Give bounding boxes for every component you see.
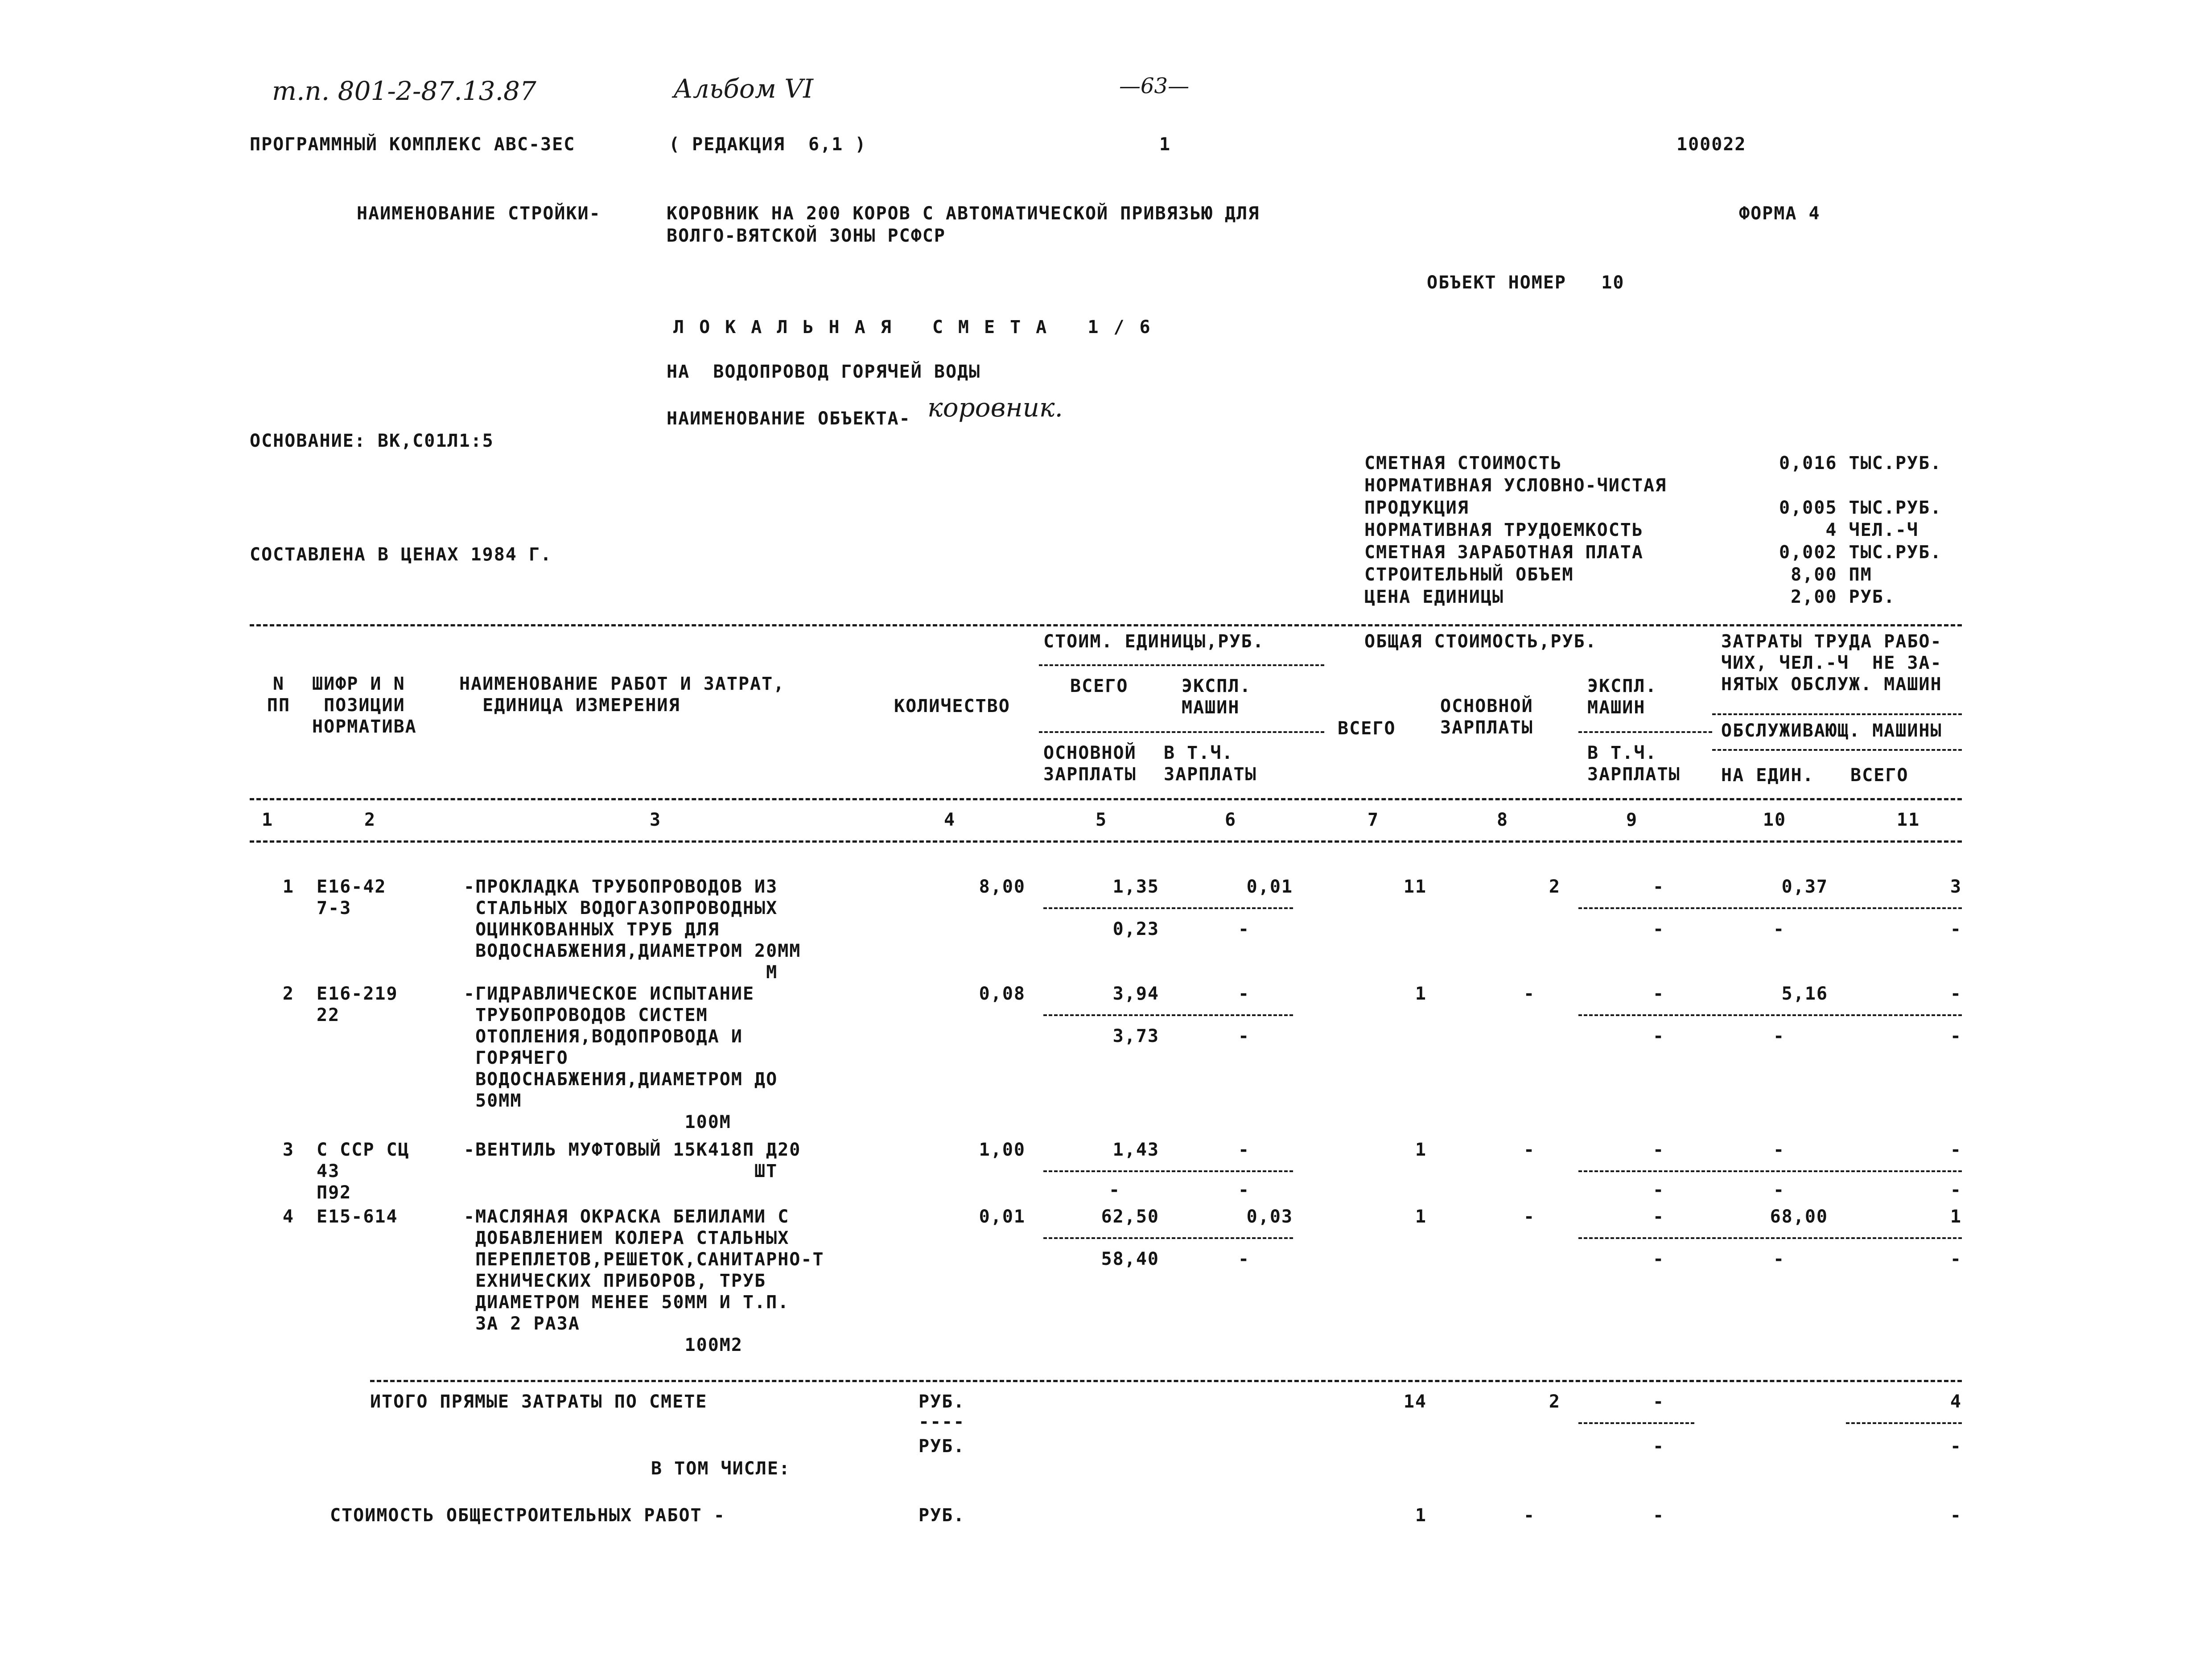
row-divider [1578,1237,1962,1239]
row-total-incl: - [1652,1026,1665,1046]
total-all-header: ВСЕГО [1338,718,1396,739]
row-svc-all: - [1950,1249,1962,1269]
direct-labor-all: 4 [1950,1391,1962,1412]
col-number: 3 [649,810,662,830]
row-svc-all: - [1950,1180,1962,1200]
price-basis: СОСТАВЛЕНА В ЦЕНАХ 1984 Г. [250,544,552,565]
object-name-handwritten: коровник. [927,392,1063,423]
summary-value: 0,005 ТЫС.РУБ. [1779,498,1942,518]
summary-label: СТРОИТЕЛЬНЫЙ ОБЪЕМ [1364,564,1574,585]
row-code: С ССР СЦ 43 П92 [317,1140,410,1203]
row-total-mach: - [1652,1206,1665,1227]
total-incl-header: В Т.Ч. ЗАРПЛАТЫ [1587,743,1681,785]
row-code: E15-614 [317,1206,398,1227]
row-labor-all: - [1950,984,1962,1004]
row-code: E16-42 7-3 [317,877,387,918]
col-number: 9 [1626,810,1638,830]
row-svc-unit: - [1773,919,1785,939]
row-divider [1578,1170,1962,1172]
col-n-header: N ПП [267,674,291,716]
col-number: 5 [1095,810,1108,830]
unit-cost-header: СТОИМ. ЕДИНИЦЫ,РУБ. [1043,631,1265,652]
header-sub-rule [1039,731,1324,733]
construction-name-2: ВОЛГО-ВЯТСКОЙ ЗОНЫ РСФСР [667,226,946,246]
rub-dash: ---- [919,1412,965,1432]
row-unit-wage: 3,73 [1112,1026,1159,1046]
direct-total: 14 [1403,1391,1427,1412]
row-labor-unit: - [1773,1140,1785,1160]
row-n: 1 [282,877,294,897]
col-number: 4 [943,810,956,830]
row-labor-unit: 0,37 [1781,877,1828,897]
summary-value: 0,002 ТЫС.РУБ. [1779,542,1942,563]
row-n: 2 [282,984,294,1004]
row-qty: 0,08 [979,984,1026,1004]
row-labor-unit: 5,16 [1781,984,1828,1004]
rub2-labor-all: - [1950,1436,1962,1457]
total-cost-header: ОБЩАЯ СТОИМОСТЬ,РУБ. [1364,631,1597,652]
summary-label: ПРОДУКЦИЯ [1364,498,1469,518]
row-total-wage: - [1523,1140,1536,1160]
header-sub-rule [1039,664,1324,666]
totals-top-rule [370,1380,1962,1382]
row-name: -МАСЛЯНАЯ ОКРАСКА БЕЛИЛАМИ С ДОБАВЛЕНИЕМ КОЛЕРА СТАЛЬНЫХ ПЕРЕПЛЕТОВ,РЕШЕТОК,САНИТАРНО-Т ЕХНИЧЕСКИХ ПРИБОРОВ, ТРУБ ДИАМЕТРОМ МЕНЕЕ 50ММ И Т.П. ЗА 2 РАЗА 100М2 [464,1206,824,1355]
row-unit-wage: 0,23 [1112,919,1159,939]
general-works-label: СТОИМОСТЬ ОБЩЕСТРОИТЕЛЬНЫХ РАБОТ - [330,1505,725,1526]
row-qty: 8,00 [979,877,1026,897]
general-mach: - [1652,1505,1665,1526]
row-total-wage: - [1523,1206,1536,1227]
header-sub-rule [1712,749,1962,751]
row-divider [1043,1237,1293,1239]
row-qty: 1,00 [979,1140,1026,1160]
edition: ( РЕДАКЦИЯ 6,1 ) [669,134,867,155]
row-total-wage: 2 [1549,877,1561,897]
row-n: 4 [282,1206,294,1227]
row-unit-wage: 58,40 [1101,1249,1159,1269]
col-number: 11 [1896,810,1920,830]
general-wage: - [1523,1505,1536,1526]
numbers-bottom-rule [250,840,1962,843]
unit-mach-header: ЭКСПЛ. МАШИН [1182,676,1252,718]
row-unit-incl: - [1238,1249,1250,1269]
summary-value: 8,00 ПМ [1779,564,1872,585]
general-total: 1 [1415,1505,1427,1526]
summary-label: НОРМАТИВНАЯ ТРУДОЕМКОСТЬ [1364,520,1644,540]
row-total-incl: - [1652,1249,1665,1269]
row-divider [1043,1014,1293,1016]
col-number: 8 [1496,810,1509,830]
row-total-mach: - [1652,984,1665,1004]
row-total-mach: - [1652,877,1665,897]
row-labor-unit: 68,00 [1770,1206,1828,1227]
labor-service-header: ОБСЛУЖИВАЮЩ. МАШИНЫ [1721,720,1942,741]
row-total-incl: - [1652,1180,1665,1200]
doc-code: 100022 [1677,134,1747,155]
sheet-number: 1 [1159,134,1171,155]
summary-label: ЦЕНА ЕДИНИЦЫ [1364,587,1504,607]
album-handwritten: Альбом VI [673,74,814,104]
direct-mach: - [1652,1391,1665,1412]
labor-header: ЗАТРАТЫ ТРУДА РАБО- ЧИХ, ЧЕЛ.-Ч НЕ ЗА- НЯТЫХ ОБСЛУЖ. МАШИН [1721,631,1942,695]
row-unit-total: 1,43 [1112,1140,1159,1160]
row-total: 1 [1415,1140,1427,1160]
header-bottom-rule [250,798,1962,800]
construction-label: НАИМЕНОВАНИЕ СТРОЙКИ- [357,203,601,224]
totals-divider [1578,1422,1694,1424]
summary-value: 4 ЧЕЛ.-Ч [1779,520,1919,540]
row-svc-unit: - [1773,1249,1785,1269]
estimate-subject: НА ВОДОПРОВОД ГОРЯЧЕЙ ВОДЫ [667,362,981,382]
row-name: -ПРОКЛАДКА ТРУБОПРОВОДОВ ИЗ СТАЛЬНЫХ ВОДОГАЗОПРОВОДНЫХ ОЦИНКОВАННЫХ ТРУБ ДЛЯ ВОДОСНАБЖЕНИЯ,ДИАМЕТРОМ 20ММ М [464,877,801,983]
row-total: 1 [1415,984,1427,1004]
rub-unit: РУБ. [919,1391,965,1412]
row-unit-mach: - [1238,984,1250,1004]
col-number: 7 [1367,810,1380,830]
row-total-incl: - [1652,919,1665,939]
object-label: НАИМЕНОВАНИЕ ОБЪЕКТА- [667,408,911,429]
rub-unit: РУБ. [919,1505,965,1526]
col-name-header: НАИМЕНОВАНИЕ РАБОТ И ЗАТРАТ, ЕДИНИЦА ИЗМЕРЕНИЯ [459,674,785,716]
col-number: 6 [1224,810,1237,830]
unit-total-header: ВСЕГО [1070,676,1129,696]
construction-name-1: КОРОВНИК НА 200 КОРОВ С АВТОМАТИЧЕСКОЙ ПРИВЯЗЬЮ ДЛЯ [667,203,1260,224]
row-labor-all: 3 [1950,877,1962,897]
summary-label: СМЕТНАЯ СТОИМОСТЬ [1364,453,1562,473]
row-unit-incl: - [1238,1180,1250,1200]
general-labor-all: - [1950,1505,1962,1526]
rub-unit: РУБ. [919,1436,965,1457]
row-n: 3 [282,1140,294,1160]
form-number: ФОРМА 4 [1739,203,1821,224]
col-qty-header: КОЛИЧЕСТВО [894,696,1010,716]
row-total: 1 [1415,1206,1427,1227]
labor-unit-header: НА ЕДИН. [1721,765,1814,786]
col-number: 2 [364,810,376,830]
row-unit-total: 3,94 [1112,984,1159,1004]
row-svc-all: - [1950,1026,1962,1046]
unit-incl-header: В Т.Ч. ЗАРПЛАТЫ [1164,743,1257,785]
row-unit-mach: 0,03 [1246,1206,1293,1227]
page-number: —63— [1119,74,1190,99]
summary-label: НОРМАТИВНАЯ УСЛОВНО-ЧИСТАЯ [1364,475,1667,496]
summary-value: 0,016 ТЫС.РУБ. [1779,453,1942,473]
col-code-header: ШИФР И N ПОЗИЦИИ НОРМАТИВА [312,674,417,737]
row-code: E16-219 22 [317,984,398,1025]
row-divider [1578,1014,1962,1016]
totals-divider [1846,1422,1962,1424]
row-svc-unit: - [1773,1026,1785,1046]
row-divider [1578,907,1962,909]
table-top-rule [250,624,1962,626]
program-name: ПРОГРАММНЫЙ КОМПЛЕКС АВС-3ЕС [250,134,576,155]
total-mach-header: ЭКСПЛ. МАШИН [1587,676,1657,718]
doc-ref-handwritten: т.п. 801-2-87.13.87 [272,76,536,106]
row-svc-all: - [1950,919,1962,939]
row-unit-mach: 0,01 [1246,877,1293,897]
row-total: 11 [1403,877,1427,897]
row-labor-all: 1 [1950,1206,1962,1227]
including-label: В ТОМ ЧИСЛЕ: [651,1458,791,1479]
row-unit-mach: - [1238,1140,1250,1160]
basis: ОСНОВАНИЕ: ВК,С01Л1:5 [250,431,494,451]
labor-all-header: ВСЕГО [1850,765,1909,786]
direct-costs-label: ИТОГО ПРЯМЫЕ ЗАТРАТЫ ПО СМЕТЕ [370,1391,708,1412]
row-total-mach: - [1652,1140,1665,1160]
row-svc-unit: - [1773,1180,1785,1200]
row-name: -ГИДРАВЛИЧЕСКОЕ ИСПЫТАНИЕ ТРУБОПРОВОДОВ СИСТЕМ ОТОПЛЕНИЯ,ВОДОПРОВОДА И ГОРЯЧЕГО ВОДОСНАБЖЕНИЯ,ДИАМЕТРОМ ДО 50ММ 100М [464,984,778,1132]
unit-wage-header: ОСНОВНОЙ ЗАРПЛАТЫ [1043,743,1137,785]
summary-value: 2,00 РУБ. [1779,587,1895,607]
direct-wage: 2 [1549,1391,1561,1412]
row-name: -ВЕНТИЛЬ МУФТОВЫЙ 15К418П Д20 ШТ [464,1140,801,1181]
row-unit-wage: - [1108,1180,1121,1200]
row-total-wage: - [1523,984,1536,1004]
row-divider [1043,1170,1293,1172]
row-unit-total: 1,35 [1112,877,1159,897]
col-number: 1 [261,810,274,830]
object-number: ОБЪЕКТ НОМЕР 10 [1427,272,1625,293]
row-unit-total: 62,50 [1101,1206,1159,1227]
row-unit-incl: - [1238,1026,1250,1046]
row-unit-incl: - [1238,919,1250,939]
row-qty: 0,01 [979,1206,1026,1227]
header-sub-rule [1712,713,1962,715]
total-wage-header: ОСНОВНОЙ ЗАРПЛАТЫ [1440,696,1533,738]
header-sub-rule [1578,731,1712,733]
estimate-title: ЛОКАЛЬНАЯ СМЕТА 1/6 [673,317,1166,338]
rub2-mach: - [1652,1436,1665,1457]
row-labor-all: - [1950,1140,1962,1160]
col-number: 10 [1763,810,1787,830]
row-divider [1043,907,1293,909]
summary-label: СМЕТНАЯ ЗАРАБОТНАЯ ПЛАТА [1364,542,1644,563]
